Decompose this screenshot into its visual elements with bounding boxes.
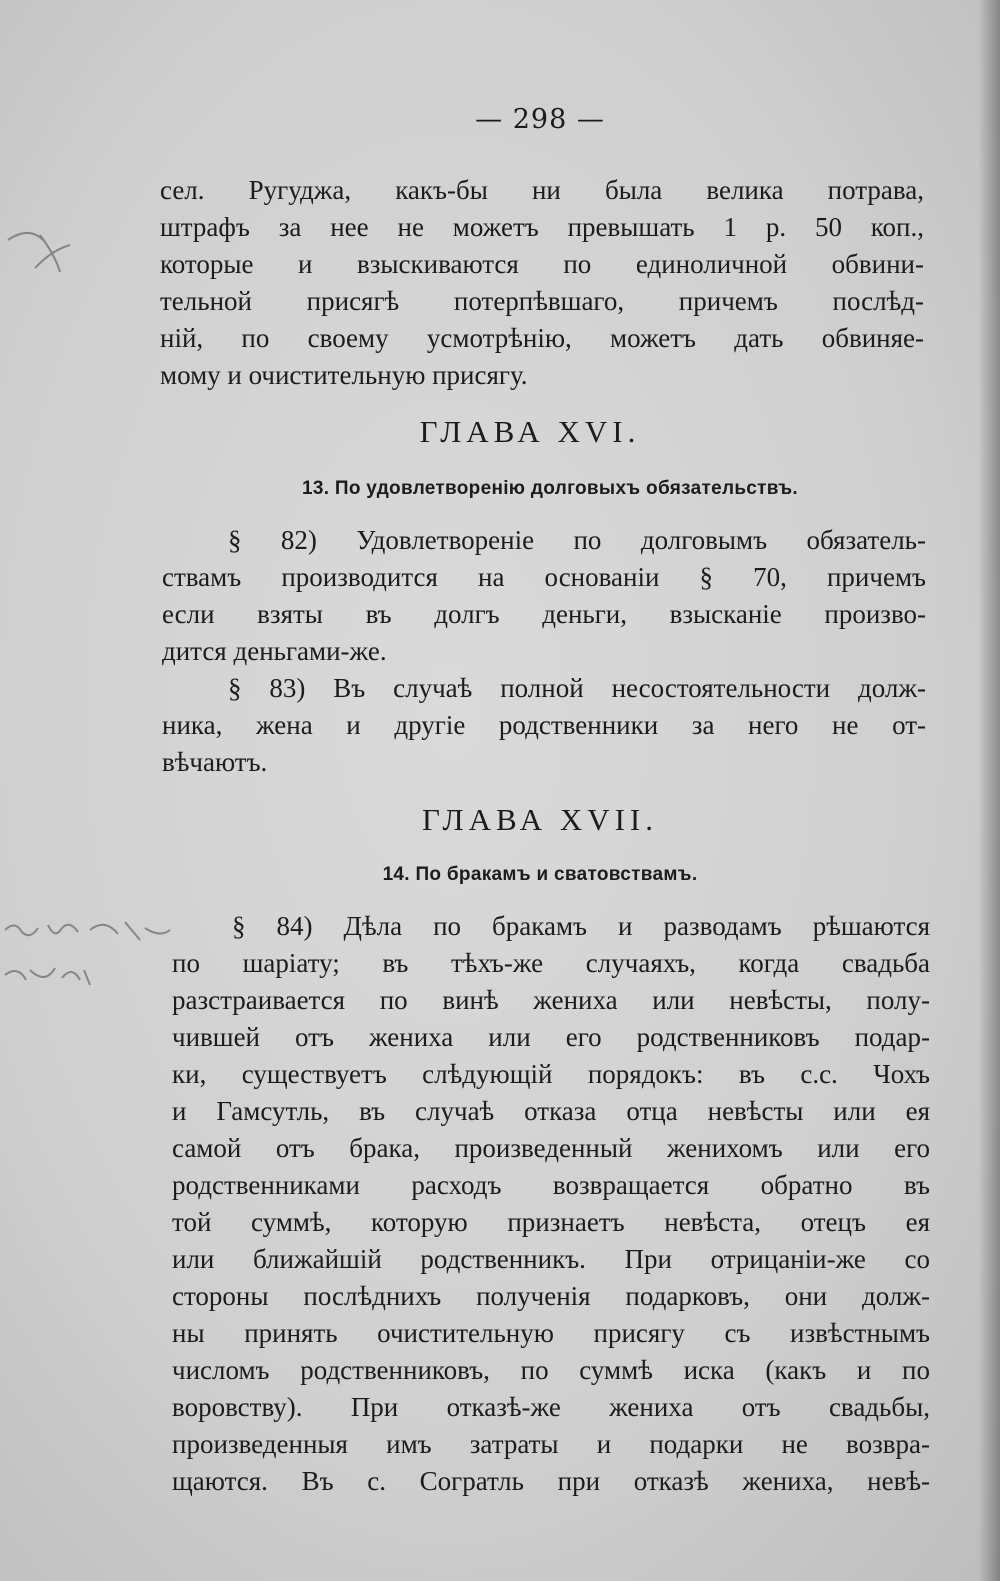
text-line: родственниками расходъ возвращается обратно въ (172, 1170, 930, 1200)
handwritten-margin-marks (0, 210, 180, 530)
text-line: вѣчаютъ. (162, 747, 268, 777)
text-line: разстраивается по винѣ жениха или невѣсты, полу- (172, 985, 930, 1015)
section-heading-14: 14. По бракамъ и сватовствамъ. (382, 864, 698, 885)
text-line: самой отъ брака, произведенный женихомъ или его (172, 1133, 930, 1163)
chapter-heading-17: ГЛАВА XVII. (421, 802, 659, 837)
paragraph-84 (172, 908, 930, 1500)
handwritten-margin-marks-lower (0, 910, 180, 1030)
chapter-heading-16: ГЛАВА XVI. (419, 414, 641, 449)
text-line: § 84) Дѣла по бракамъ и разводамъ рѣшаются (232, 911, 930, 941)
paragraph-82-83 (162, 522, 926, 781)
text-line: штрафъ за нее не можетъ превышать 1 р. 50 коп., (160, 212, 924, 242)
page-edge-shadow (978, 0, 1000, 1581)
text-line: и Гамсутль, въ случаѣ отказа отца невѣсты или ея (172, 1096, 930, 1126)
text-line: которые и взыскиваются по единоличной обвини- (160, 249, 924, 279)
text-line: ствамъ производится на основанiи § 70, причемъ (162, 562, 926, 592)
text-line: сел. Ругуджа, какъ-бы ни была велика потрава, (160, 175, 924, 205)
text-line: дится деньгами-же. (162, 636, 387, 666)
text-line: щаются. Въ с. Согратль при отказѣ жениха, невѣ- (172, 1466, 930, 1496)
text-line: ки, существуетъ слѣдующiй порядокъ: въ с.с. Чохъ (172, 1059, 930, 1089)
text-line: числомъ родственниковъ, по суммѣ иска (какъ и по (172, 1355, 930, 1385)
text-line: той суммѣ, которую признаетъ невѣста, отецъ ея (172, 1207, 930, 1237)
text-line: по шарiату; въ тѣхъ-же случаяхъ, когда свадьба (172, 948, 930, 978)
text-line: если взяты въ долгъ деньги, взысканiе произво- (162, 599, 926, 629)
text-line: или ближайшiй родственникъ. При отрицанiи-же со (172, 1244, 930, 1274)
text-line: § 82) Удовлетворенiе по долговымъ обязатель- (228, 525, 926, 555)
section-heading-13: 13. По удовлетворенiю долговыхъ обязательствъ. (301, 478, 799, 499)
text-line: тельной присягѣ потерпѣвшаго, причемъ послѣд- (160, 286, 924, 316)
paragraph-continuation (160, 172, 924, 394)
text-line: ны принять очистительную присягу съ извѣстнымъ (172, 1318, 930, 1348)
text-line: стороны послѣднихъ полученiя подарковъ, они долж- (172, 1281, 930, 1311)
text-line: § 83) Въ случаѣ полной несостоятельности долж- (228, 673, 926, 703)
text-line: мому и очистительную присягу. (160, 360, 528, 390)
text-line: чившей отъ жениха или его родственниковъ подар- (172, 1022, 930, 1052)
text-line: произведенныя имъ затраты и подарки не возвра- (172, 1429, 930, 1459)
text-line: нiй, по своему усмотрѣнiю, можетъ дать обвиняе- (160, 323, 924, 353)
text-line: воровству). При отказѣ-же жениха отъ свадьбы, (172, 1392, 930, 1422)
page-number: — 298 — (475, 104, 605, 135)
text-line: ника, жена и другiе родственники за него не от- (162, 710, 926, 740)
